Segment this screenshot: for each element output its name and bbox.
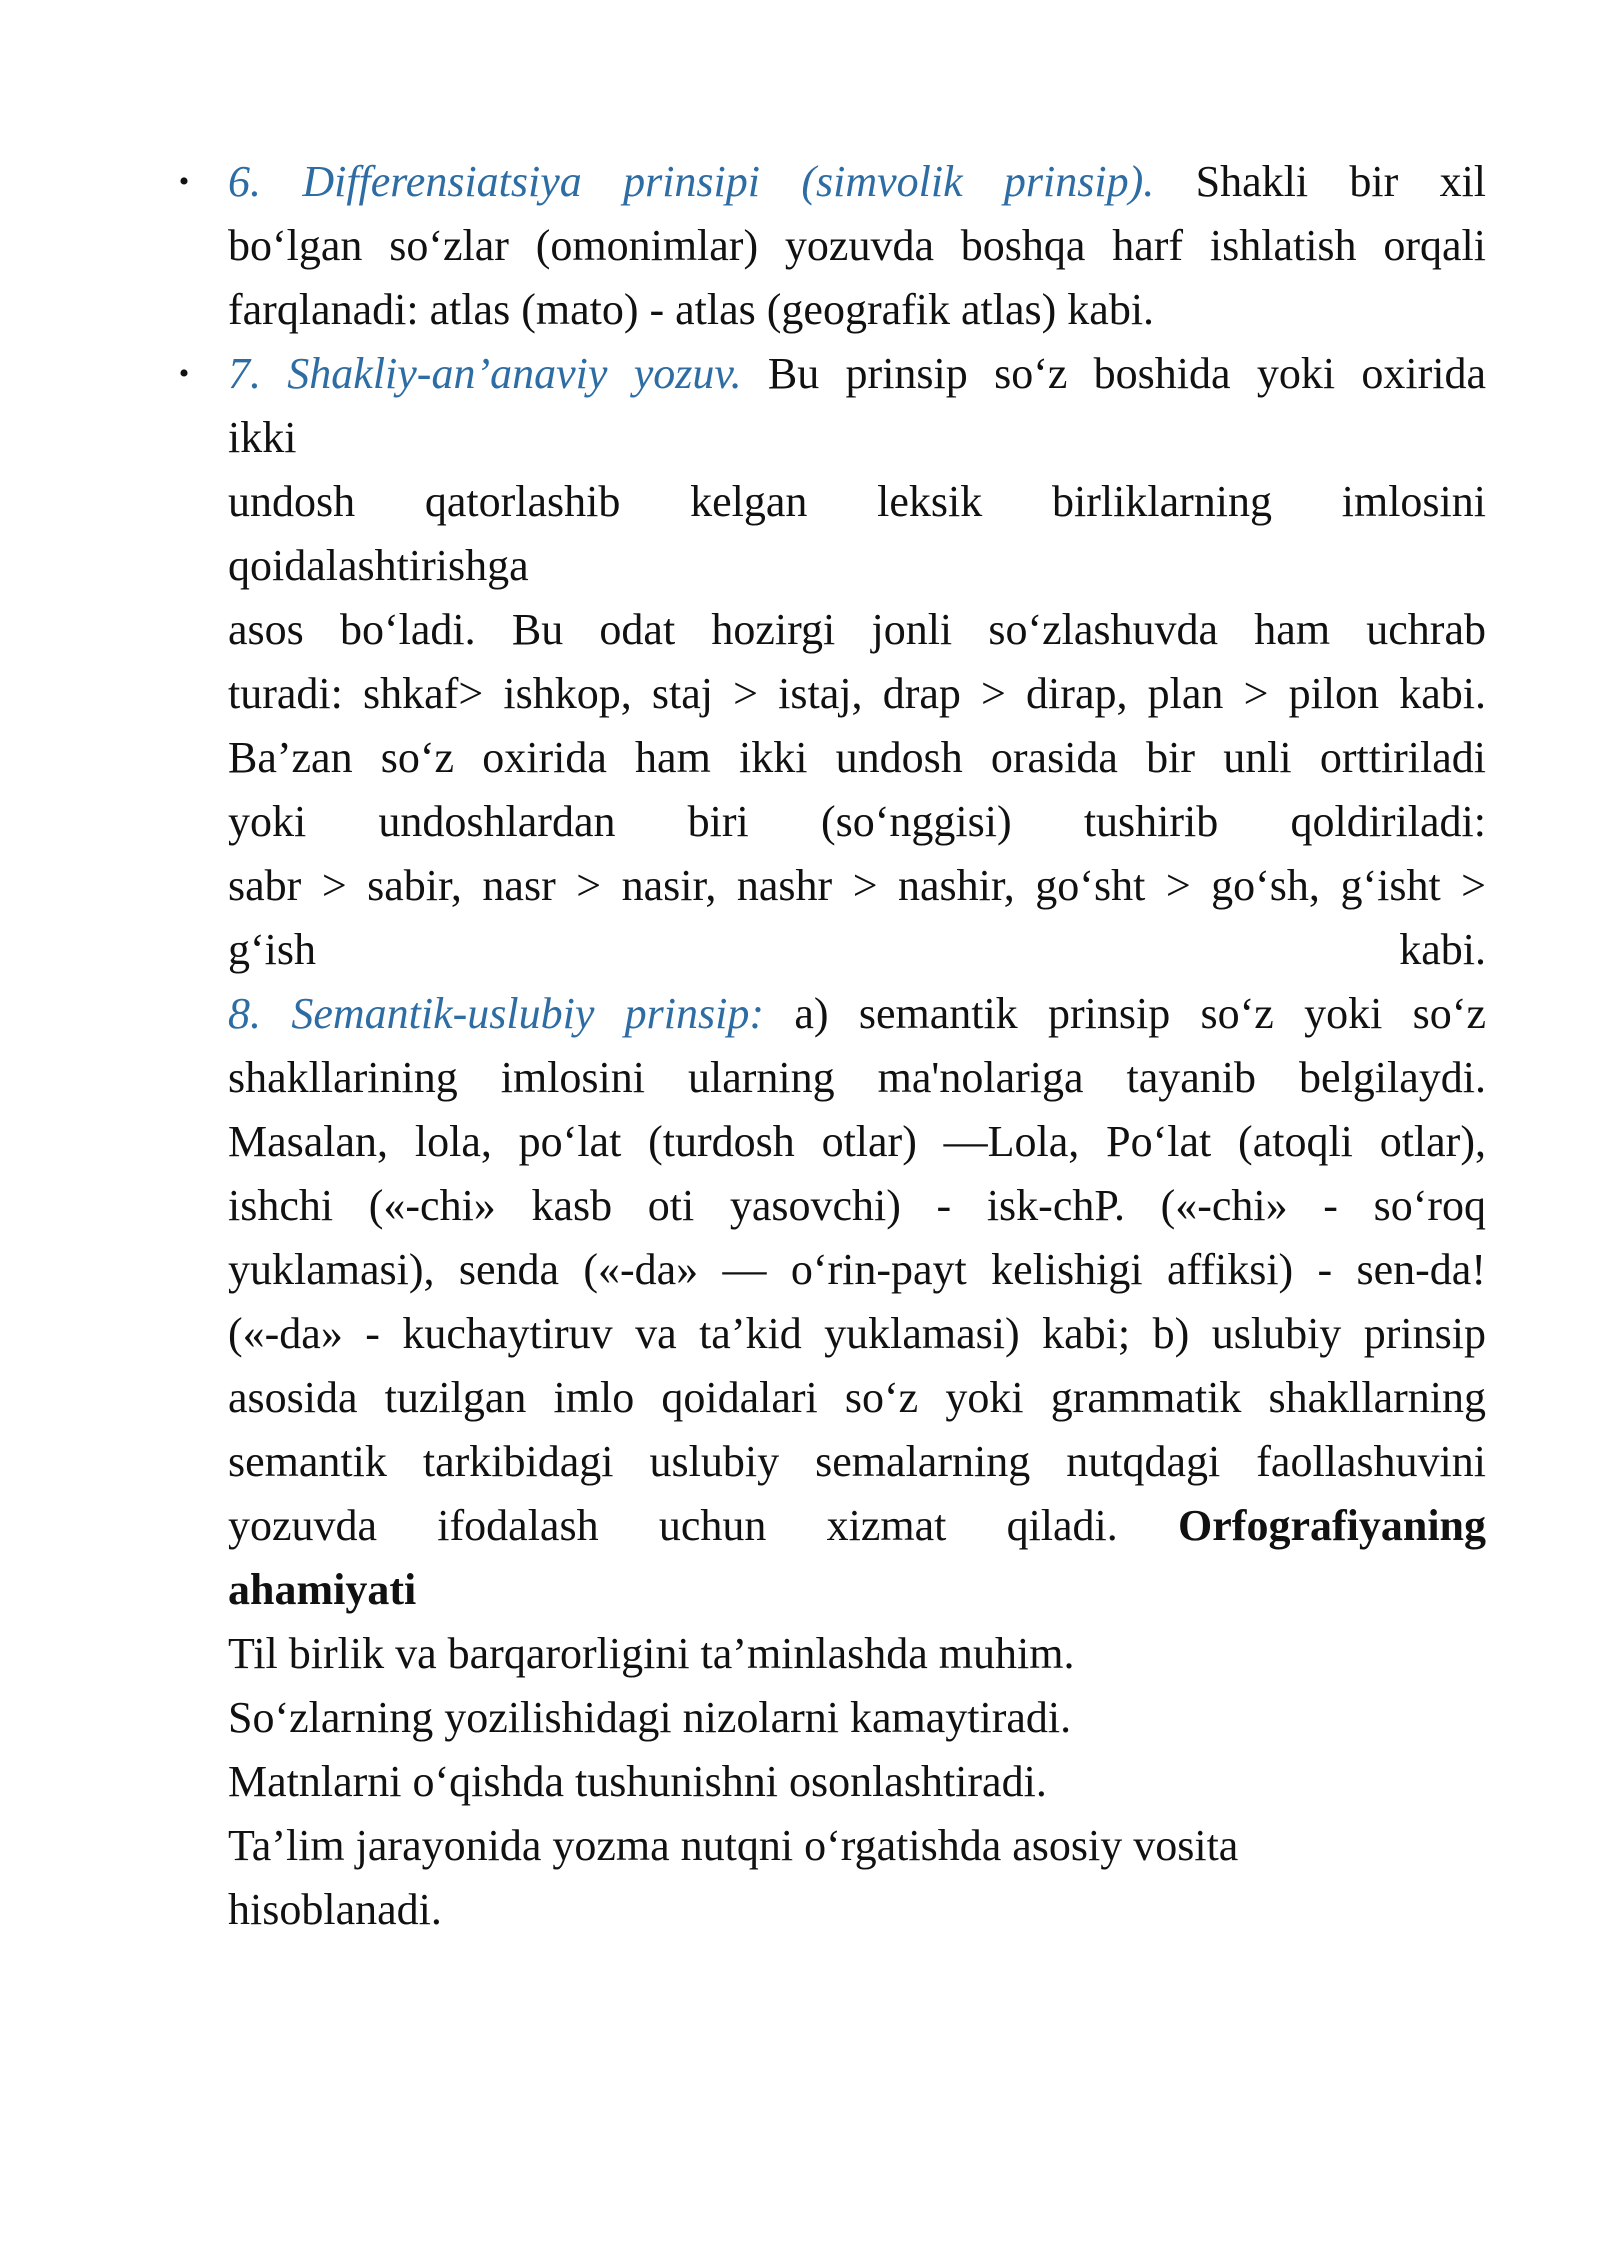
principle-6-text: Shakli bir xil <box>1195 157 1487 206</box>
principle-7-line-10 <box>228 918 1486 982</box>
principle-6-line-2: bo‘lgan so‘zlar (omonimlar) yozuvda boshqa harf ishlatish orqali <box>228 221 1486 270</box>
principle-6-line-1 <box>228 150 1486 214</box>
principle-7-line-3: undosh qatorlashib kelgan leksik birliklarning imlosini <box>228 477 1486 526</box>
principle-7-line-7: Ba’zan so‘z oxirida ham ikki undosh orasida bir unli orttiriladi <box>228 733 1486 782</box>
principle-8-text: a) semantik prinsip so‘z yoki so‘z <box>794 989 1486 1038</box>
principle-7-line-4: qoidalashtirishga <box>228 541 529 590</box>
principle-6-line-3: farqlanadi: atlas (mato) - atlas (geografik atlas) kabi. <box>228 285 1155 334</box>
importance-heading-part-2: ahamiyati <box>228 1565 417 1614</box>
principle-7-line-6: turadi: shkaf> ishkop, staj > istaj, drap > dirap, plan > pilon kabi. <box>228 669 1486 718</box>
bullet-marker: • <box>178 165 190 198</box>
principle-7-line-5: asos bo‘ladi. Bu odat hozirgi jonli so‘zlashuvda ham uchrab <box>228 605 1486 654</box>
principle-7-line-9: sabr > sabir, nasr > nasir, nashr > nashir, go‘sht > go‘sh, g‘isht > <box>228 861 1486 910</box>
principle-7-heading: 7. Shakliy-an’anaviy yozuv. <box>228 349 742 398</box>
principle-7-line-10-start: g‘ish <box>228 925 316 974</box>
principle-8-line-9 <box>228 1494 1486 1558</box>
principle-8-line-4: ishchi («-chi» kasb oti yasovchi) - isk-chP. («-chi» - so‘roq <box>228 1181 1486 1230</box>
principle-7-text: Bu prinsip so‘z boshida yoki oxirida <box>767 349 1486 398</box>
principle-8-line-2: shakllarining imlosini ularning ma'nolariga tayanib belgilaydi. <box>228 1053 1486 1102</box>
principle-8-heading: 8. Semantik-uslubiy prinsip: <box>228 989 765 1038</box>
principle-8-line-6: («-da» - kuchaytiruv va ta’kid yuklamasi) kabi; b) uslubiy prinsip <box>228 1309 1486 1358</box>
importance-item: Til birlik va barqarorligini ta’minlashda muhim. <box>228 1629 1075 1678</box>
principle-7-line-8: yoki undoshlardan biri (so‘nggisi) tushirib qoldiriladi: <box>228 797 1486 846</box>
principle-7-line-10-end: kabi. <box>1399 925 1486 974</box>
importance-item: Matnlarni o‘qishda tushunishni osonlashtiradi. <box>228 1757 1047 1806</box>
principle-7-line-2: ikki <box>228 413 297 462</box>
principle-8-line-8: semantik tarkibidagi uslubiy semalarning nutqdagi faollashuvini <box>228 1437 1486 1486</box>
principle-8-line-5: yuklamasi), senda («-da» — o‘rin-payt kelishigi affiksi) - sen-da! <box>228 1245 1486 1294</box>
principle-7-line-1 <box>228 342 1486 406</box>
principle-8-line-7: asosida tuzilgan imlo qoidalari so‘z yoki grammatik shakllarning <box>228 1373 1486 1422</box>
importance-heading-part-1: Orfografiyaning <box>1178 1501 1487 1550</box>
principle-8-line-3: Masalan, lola, po‘lat (turdosh otlar) —Lola, Po‘lat (atoqli otlar), <box>228 1117 1486 1166</box>
principle-8-line-1 <box>228 982 1486 1046</box>
importance-item: Ta’lim jarayonida yozma nutqni o‘rgatishda asosiy vosita <box>228 1821 1239 1870</box>
principle-8-line-9-text: yozuvda ifodalash uchun xizmat qiladi. <box>228 1501 1118 1550</box>
importance-item: hisoblanadi. <box>228 1885 442 1934</box>
principle-6-heading: 6. Differensiatsiya prinsipi (simvolik prinsip). <box>228 157 1155 206</box>
bullet-marker: • <box>178 357 190 390</box>
importance-item: So‘zlarning yozilishidagi nizolarni kamaytiradi. <box>228 1693 1072 1742</box>
